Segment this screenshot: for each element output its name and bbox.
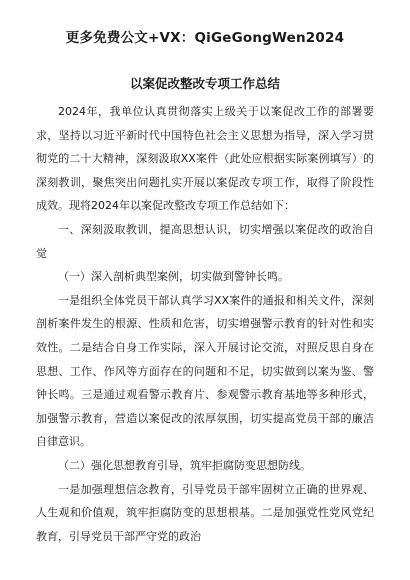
section-heading-1: 一、深刻汲取教训，提高思想认识，切实增强以案促改的政治自觉 (36, 222, 374, 260)
body-paragraph-2: 一是加强理想信念教育，引导党员干部牢固树立正确的世界观、人生观和价值观，筑牢拒腐防变的思想根基。二是加强党性党风党纪教育，引导党员干部严守党的政治 (36, 482, 374, 543)
document-title: 以案促改整改专项工作总结 (129, 76, 280, 91)
document-body (36, 100, 374, 548)
subsection-heading-1: （一）深入剖析典型案例，切实做到警钟长鸣。 (58, 270, 289, 284)
body-paragraph-1: 一是组织全体党员干部认真学习XX案件的通报和相关文件，深刻剖析案件发生的根源、性质和危害，切实增强警示教育的针对性和实效性。二是结合自身工作实际，深入开展讨论交流，对照反思自身在思想、工作、作风等方面存在的问题和不足，切实做到以案为鉴、警钟长鸣。三是通过观看警示教育片、参观警示教育基地等多种形式，加强警示教育，营造以案促改的浓厚氛围，切实提高党员干部的廉洁自律意识。 (36, 293, 374, 449)
intro-paragraph: 2024年，我单位认真贯彻落实上级关于以案促改工作的部署要求，坚持以习近平新时代中国特色社会主义思想为指导，深入学习贯彻党的二十大精神，深刻汲取XX案件（此处应根据实际案例填写）的深刻教训，聚焦突出问题扎实开展以案促改专项工作，取得了阶段性成效。现将2024年以案促改整改专项工作总结如下： (36, 105, 374, 213)
subsection-heading-2: （二）强化思想教育引导，筑牢拒腐防变思想防线。 (58, 458, 311, 472)
watermark-header: 更多免费公文+VX：QiGeGongWen2024 (65, 30, 345, 46)
